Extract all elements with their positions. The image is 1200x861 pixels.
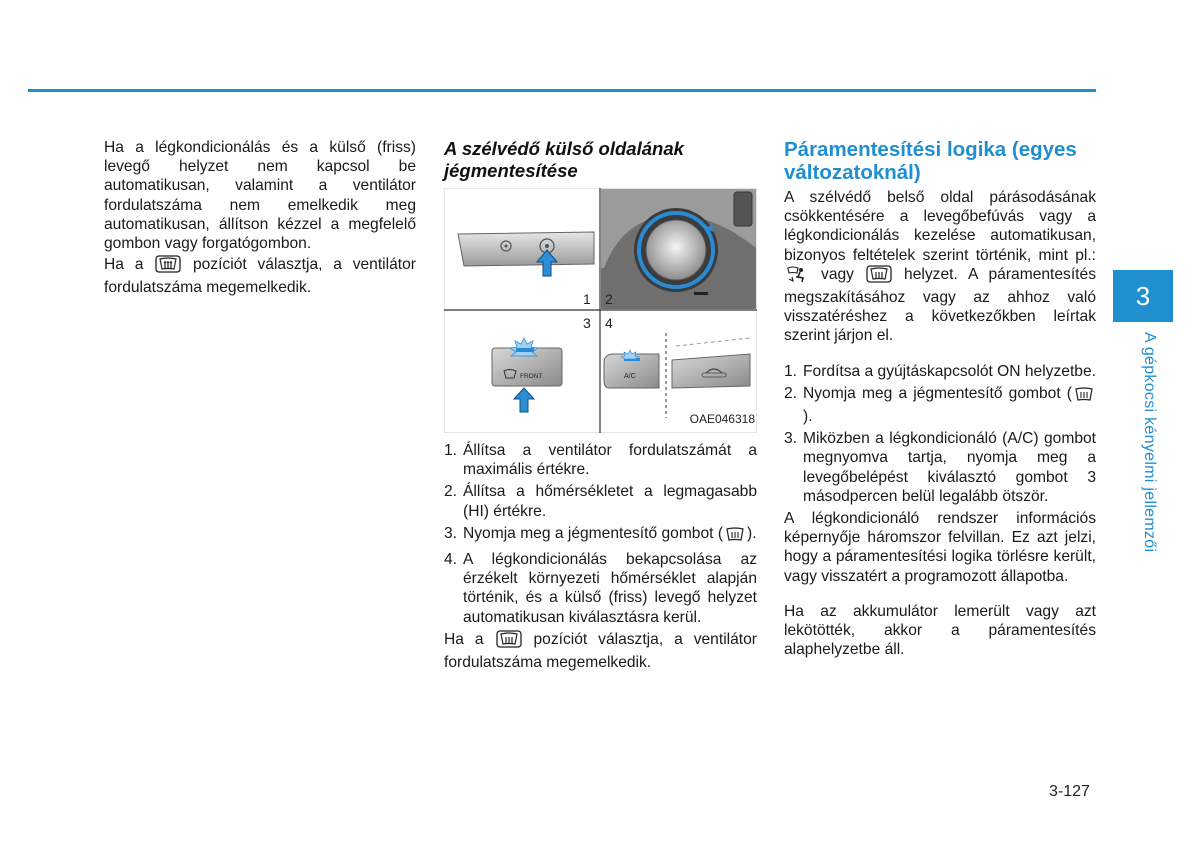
figure-label-4: 4 xyxy=(605,315,613,331)
defrost-icon xyxy=(155,255,181,278)
section-heading-exterior-defrost: A szélvédő külső oldalának jégmentesítése xyxy=(444,138,684,181)
column-middle xyxy=(444,138,757,674)
column-left xyxy=(104,138,416,300)
defrost-icon xyxy=(724,526,746,547)
paragraph-defrost-fan: Ha a pozíciót választja, a ventilátor fordulatszáma megemelkedik. xyxy=(104,256,416,297)
steps-exterior-defrost xyxy=(444,441,757,627)
list-item: 1. Állítsa a ventilátor fordulatszámát a maximális értékre. xyxy=(444,442,757,479)
defrost-icon xyxy=(866,265,892,288)
paragraph-info-flash: A légkondicionáló rendszer információs képernyője háromszor felvillan. Ez azt jelzi, hogy a páramentesítési logika törlésre került, vagy visszatért a programozott állapotba. xyxy=(784,510,1096,585)
steps-defog-logic xyxy=(784,362,1096,506)
svg-text:A/C: A/C xyxy=(624,373,636,380)
column-right xyxy=(784,138,1096,661)
temperature-dial xyxy=(601,189,756,309)
list-item: 4. A légkondicionálás bekapcsolása az érzékelt környezeti hőmérséklet alapján történik, és a külső (friss) levegő helyzet automatikusan kiválasztásra kerül. xyxy=(444,551,757,626)
paragraph-manual-setting: Ha a légkondicionálás és a külső (friss) levegő helyzet nem kapcsol be automatikusan, valamint a ventilátor fordulatszáma nem emelkedik meg automatikusan, állítson kézzel a megfelelő gombon vagy forgatógombon. xyxy=(104,139,416,253)
paragraph-defrost-fan-2: Ha a pozíciót választja, a ventilátor fordulatszáma megemelkedik. xyxy=(444,630,757,672)
figure-label-2: 2 xyxy=(605,291,613,307)
figure-label-3: 3 xyxy=(583,315,591,331)
figure-label-1: 1 xyxy=(583,291,591,307)
defrost-icon xyxy=(496,630,522,653)
list-item: 3. Miközben a légkondicionáló (A/C) gombot megnyomva tartja, nyomja meg a levegőbelépést kiválasztó gombot 3 másodpercen belül legalább ötször. xyxy=(784,430,1096,505)
list-item: 2. Állítsa a hőmérsékletet a legmagasabb (HI) értékre. xyxy=(444,483,757,520)
paragraph-battery-reset: Ha az akkumulátor lemerült vagy azt lekötötték, akkor a páramentesítés alaphelyzetbe áll. xyxy=(784,602,1096,659)
floor-defrost-icon xyxy=(785,265,809,288)
page-number: 3-127 xyxy=(1049,783,1090,800)
figure-caption: OAE046318 xyxy=(689,411,755,426)
svg-text:FRONT: FRONT xyxy=(520,373,543,380)
defrost-icon xyxy=(1073,386,1095,407)
paragraph-defog-intro: A szélvédő belső oldal párásodásának csökkentésére a levegőbefúvás vagy a légkondicionálás kezelése automatikusan, bizonyos feltételek szerint történik, mint pl.: vagy helyzet. A páramentesítés megszakításához vagy az ahhoz való visszatéréshez a következőkben leírtak szerint járjon el. xyxy=(784,189,1096,345)
chapter-tab: 3 xyxy=(1113,270,1173,322)
figure-climate-controls xyxy=(444,188,757,433)
list-item: 2. Nyomja meg a jégmentesítő gombot (). xyxy=(784,384,1096,426)
list-item: 3. Nyomja meg a jégmentesítő gombot ( ). xyxy=(444,524,757,547)
list-item: 1. Fordítsa a gyújtáskapcsolót ON helyzetbe. xyxy=(784,362,1096,380)
top-rule xyxy=(28,89,1096,92)
section-heading-defog-logic: Páramentesítési logika (egyes változatoknál) xyxy=(784,138,1077,184)
chapter-title-vertical: A gépkocsi kényelmi jellemzői xyxy=(1141,332,1158,553)
